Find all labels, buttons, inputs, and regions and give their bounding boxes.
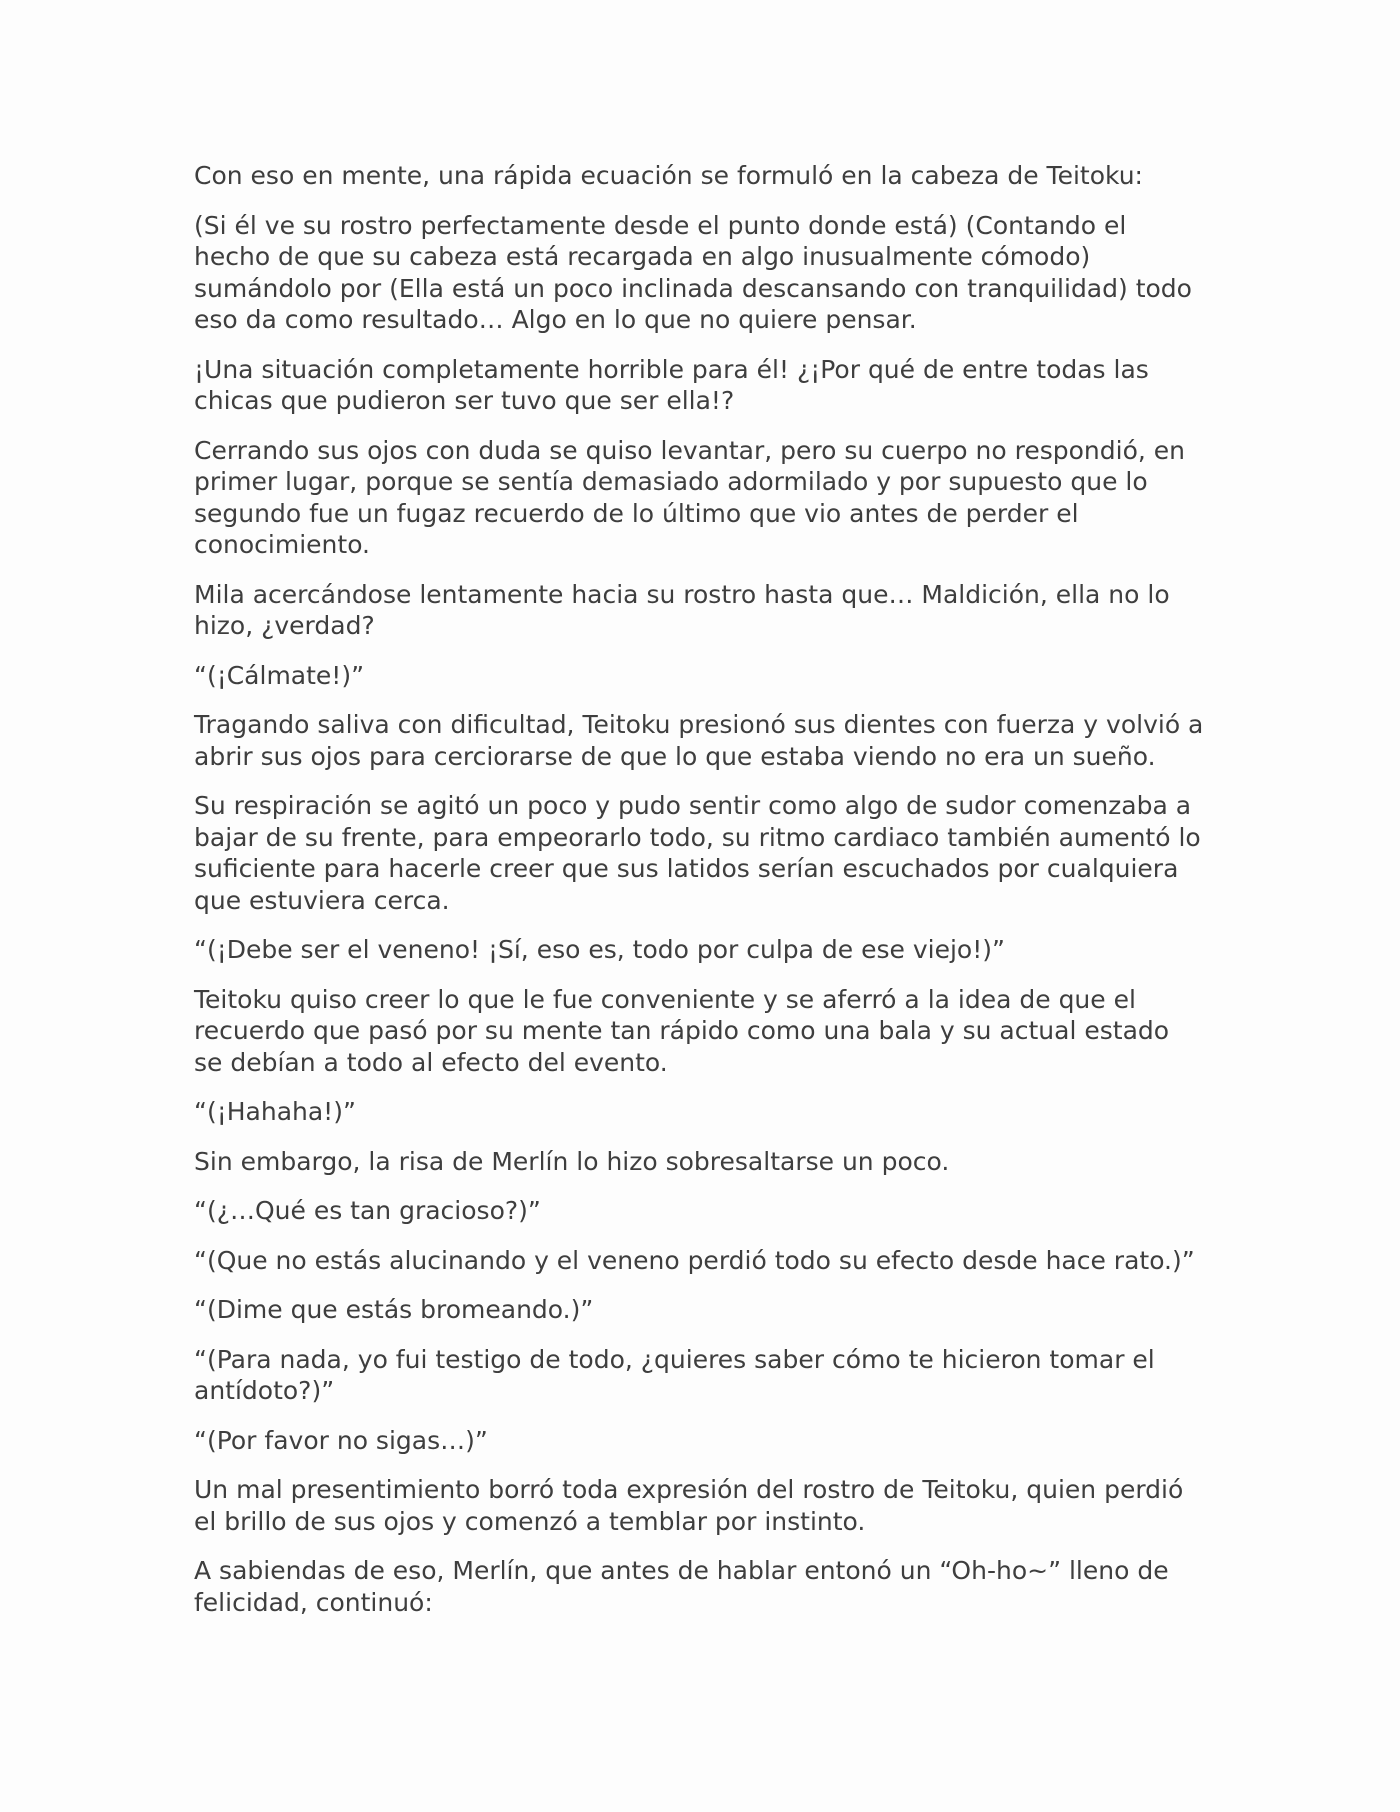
paragraph: Con eso en mente, una rápida ecuación se formuló en la cabeza de Teitoku:	[194, 161, 1143, 190]
paragraph: Sin embargo, la risa de Merlín lo hizo sobresaltarse un poco.	[194, 1146, 950, 1176]
paragraph: Su respiración se agitó un poco y pudo sentir como algo de sudor comenzaba a bajar de su frente, para empeorarlo todo, su ritmo cardiaco también aumentó lo suficiente para hacerle creer que sus latidos serían escuchados por cualquiera que estuviera cerca.	[194, 791, 1201, 915]
paragraph: Mila acercándose lentamente hacia su rostro hasta que… Maldición, ella no lo hizo, ¿verdad?	[194, 579, 1170, 640]
dialogue-line: “(Por favor no sigas…)”	[194, 1425, 488, 1455]
dialogue-line: “(¿…Qué es tan gracioso?)”	[194, 1196, 541, 1225]
paragraph: Teitoku quiso creer lo que le fue conveniente y se aferró a la idea de que el recuerdo que pasó por su mente tan rápido como una bala y su actual estado se debían a todo al efecto del evento.	[194, 984, 1170, 1077]
dialogue-line: “(Que no estás alucinando y el veneno perdió todo su efecto desde hace rato.)”	[194, 1245, 1195, 1275]
paragraph: (Si él ve su rostro perfectamente desde el punto donde está) (Contando el hecho de que su cabeza está recargada en algo inusualmente cómodo) sumándolo por (Ella está un poco inclinada descansando con tranquilidad) todo eso da como resultado… Algo en lo que no quiere pensar.	[194, 210, 1192, 334]
paragraph: Cerrando sus ojos con duda se quiso levantar, pero su cuerpo no respondió, en primer lugar, porque se sentía demasiado adormilado y por supuesto que lo segundo fue un fugaz recuerdo de lo último que vio antes de perder el conocimiento.	[194, 435, 1185, 559]
paragraph: ¡Una situación completamente horrible para él! ¿¡Por qué de entre todas las chicas que pudieron ser tuvo que ser ella!?	[194, 354, 1149, 415]
dialogue-line: “(¡Hahaha!)”	[194, 1097, 356, 1126]
paragraph: Un mal presentimiento borró toda expresión del rostro de Teitoku, quien perdió el brillo de sus ojos y comenzó a temblar por instinto.	[194, 1475, 1184, 1536]
paragraph: Tragando saliva con dificultad, Teitoku presionó sus dientes con fuerza y volvió a abrir sus ojos para cerciorarse de que lo que estaba viendo no era un sueño.	[194, 710, 1204, 771]
dialogue-line: “(¡Debe ser el veneno! ¡Sí, eso es, todo por culpa de ese viejo!)”	[194, 935, 1005, 964]
document-body	[194, 160, 1204, 1636]
dialogue-line: “(¡Cálmate!)”	[194, 660, 365, 690]
dialogue-line: “(Dime que estás bromeando.)”	[194, 1295, 594, 1324]
paragraph: A sabiendas de eso, Merlín, que antes de hablar entonó un “Oh-ho~” lleno de felicidad, continuó:	[194, 1556, 1169, 1617]
dialogue-line: “(Para nada, yo fui testigo de todo, ¿quieres saber cómo te hicieron tomar el antídoto?)”	[194, 1344, 1155, 1405]
